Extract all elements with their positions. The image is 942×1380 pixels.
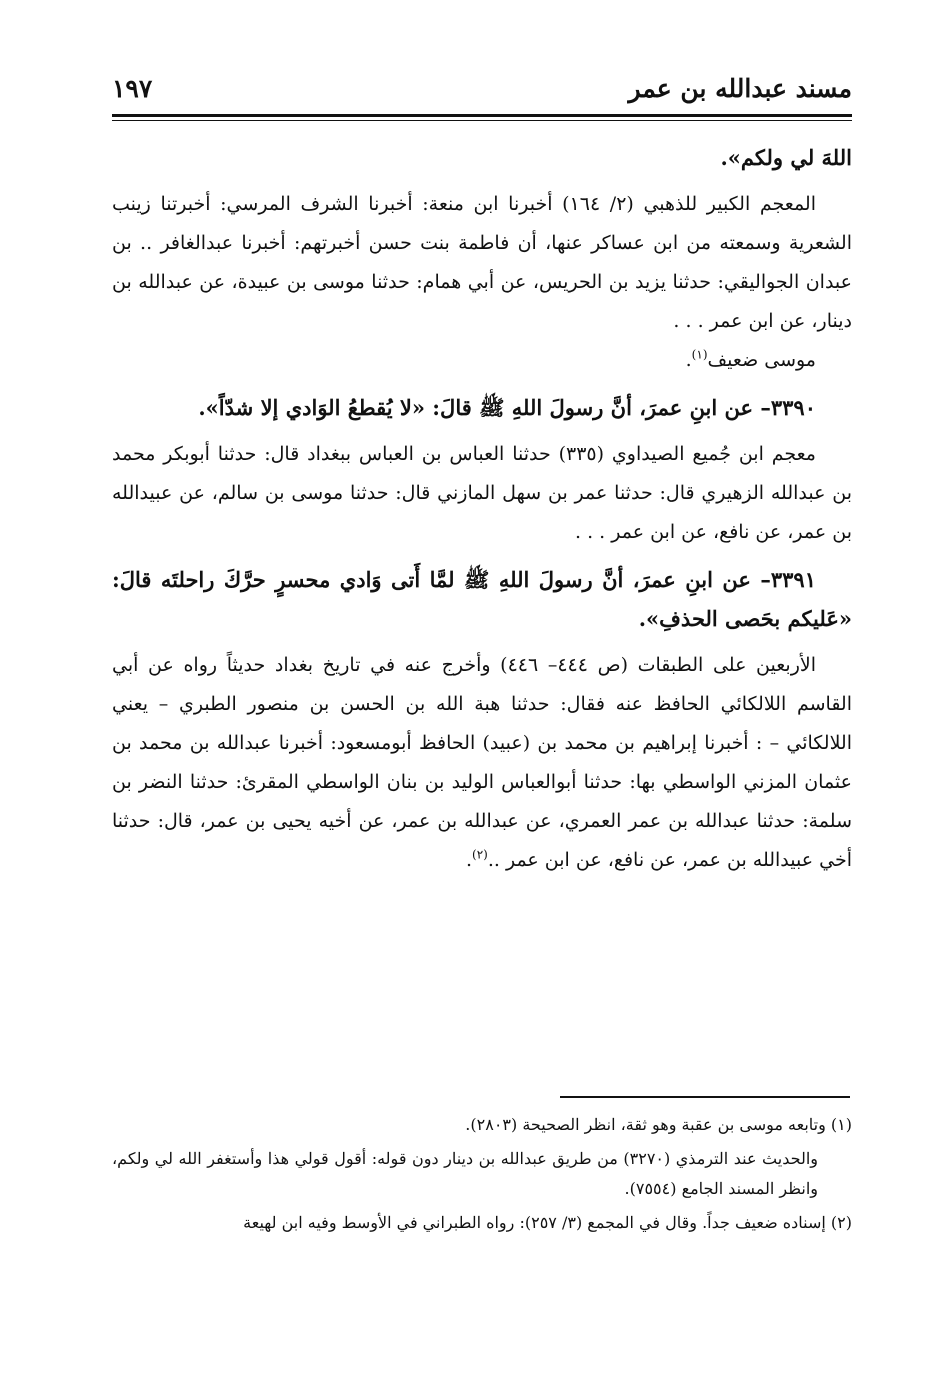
grading-paragraph [112, 341, 852, 380]
footnote-ref-1: (١) [691, 347, 708, 362]
footnote-2: (٢) إسناده ضعيف جداً. وقال في المجمع (٣/ ٢٥٧): رواه الطبراني في الأوسط وفيه ابن لهيعة [243, 1213, 852, 1232]
footnote-ref-2: (٢) [472, 847, 488, 862]
hadith-3390: ٣٣٩٠– عن ابنِ عمرَ، أنَّ رسولَ اللهِ ﷺ قالَ: «لا يُقطعُ الوَادي إلا شدّاً». [198, 395, 816, 420]
footnote-separator [560, 1096, 850, 1098]
grading-text: موسى ضعيف [707, 349, 816, 371]
footnote-1: (١) وتابعه موسى بن عقبة وهو ثقة، انظر الصحيحة (٢٨٠٣). [465, 1115, 852, 1134]
footnotes [112, 1110, 852, 1242]
continued-hadith-end: اللهَ لي ولكم». [720, 145, 852, 170]
running-title: مسند عبدالله بن عمر [628, 74, 852, 103]
source-paragraph-2: معجم ابن جُميع الصيداوي (٣٣٥) حدثنا العباس بن العباس ببغداد قال: حدثنا أبوبكر محمد بن عبدالله الزهيري قال: حدثنا عمر بن سهل المازني قال: حدثنا موسى بن سالم، عن عبيدالله بن عمر، عن نافع، عن ابن عمر . . . [112, 443, 852, 543]
page-header [112, 74, 852, 114]
source-paragraph-3 [112, 646, 852, 880]
hadith-3391: ٣٣٩١– عن ابنِ عمرَ، أنَّ رسولَ اللهِ ﷺ لمَّا أَتى وَادي محسرٍ حرَّكَ راحلتَه قالَ: «عَليكم بحَصى الحذفِ». [112, 567, 852, 631]
main-text [112, 138, 852, 880]
header-rule-thick [112, 114, 852, 117]
source-paragraph-1: المعجم الكبير للذهبي (٢/ ١٦٤) أخبرنا ابن منعة: أخبرنا الشرف المرسي: أخبرتنا زينب الشعرية وسمعته من ابن عساكر عنها، أن فاطمة بنت حسن أخبرتهم: أخبرنا عبدالغافر .. بن عبدان الجواليقي: حدثنا يزيد بن الحريس، عن أبي همام: حدثنا موسى بن عبيدة، عن عبدالله بن دينار، عن ابن عمر . . . [112, 193, 852, 332]
grading-end: . [685, 349, 692, 371]
footnote-1-continued: والحديث عند الترمذي (٣٢٧٠) من طريق عبدالله بن دينار دون قوله: أقول قولي هذا وأستغفر الله لي ولكم، وانظر المسند الجامع (٧٥٥٤). [112, 1149, 818, 1198]
page-number: ١٩٧ [112, 74, 153, 103]
source-end-3: . [465, 849, 473, 871]
source-text-3: الأربعين على الطبقات (ص ٤٤٤– ٤٤٦) وأخرج عنه في تاريخ بغداد حديثاً رواه عن أبي القاسم اللالكائي الحافظ عنه فقال: حدثنا هبة الله بن الحسن بن منصور الطبري – يعني اللالكائي – : أخبرنا إبراهيم بن محمد بن (عبيد) الحافظ أبومسعود: أخبرنا عبدالله بن محمد بن عثمان المزني الواسطي بها: حدثنا أبوالعباس الوليد بن بنان الواسطي المقرئ: حدثنا النضر بن سلمة: حدثنا عبدالله بن عمر العمري، عن عبدالله بن عمر، عن أخيه يحيى بن عمر، قال: حدثنا أخي عبيدالله بن عمر، عن نافع، عن ابن عمر .. [112, 654, 852, 871]
header-rule-thin [112, 120, 852, 121]
